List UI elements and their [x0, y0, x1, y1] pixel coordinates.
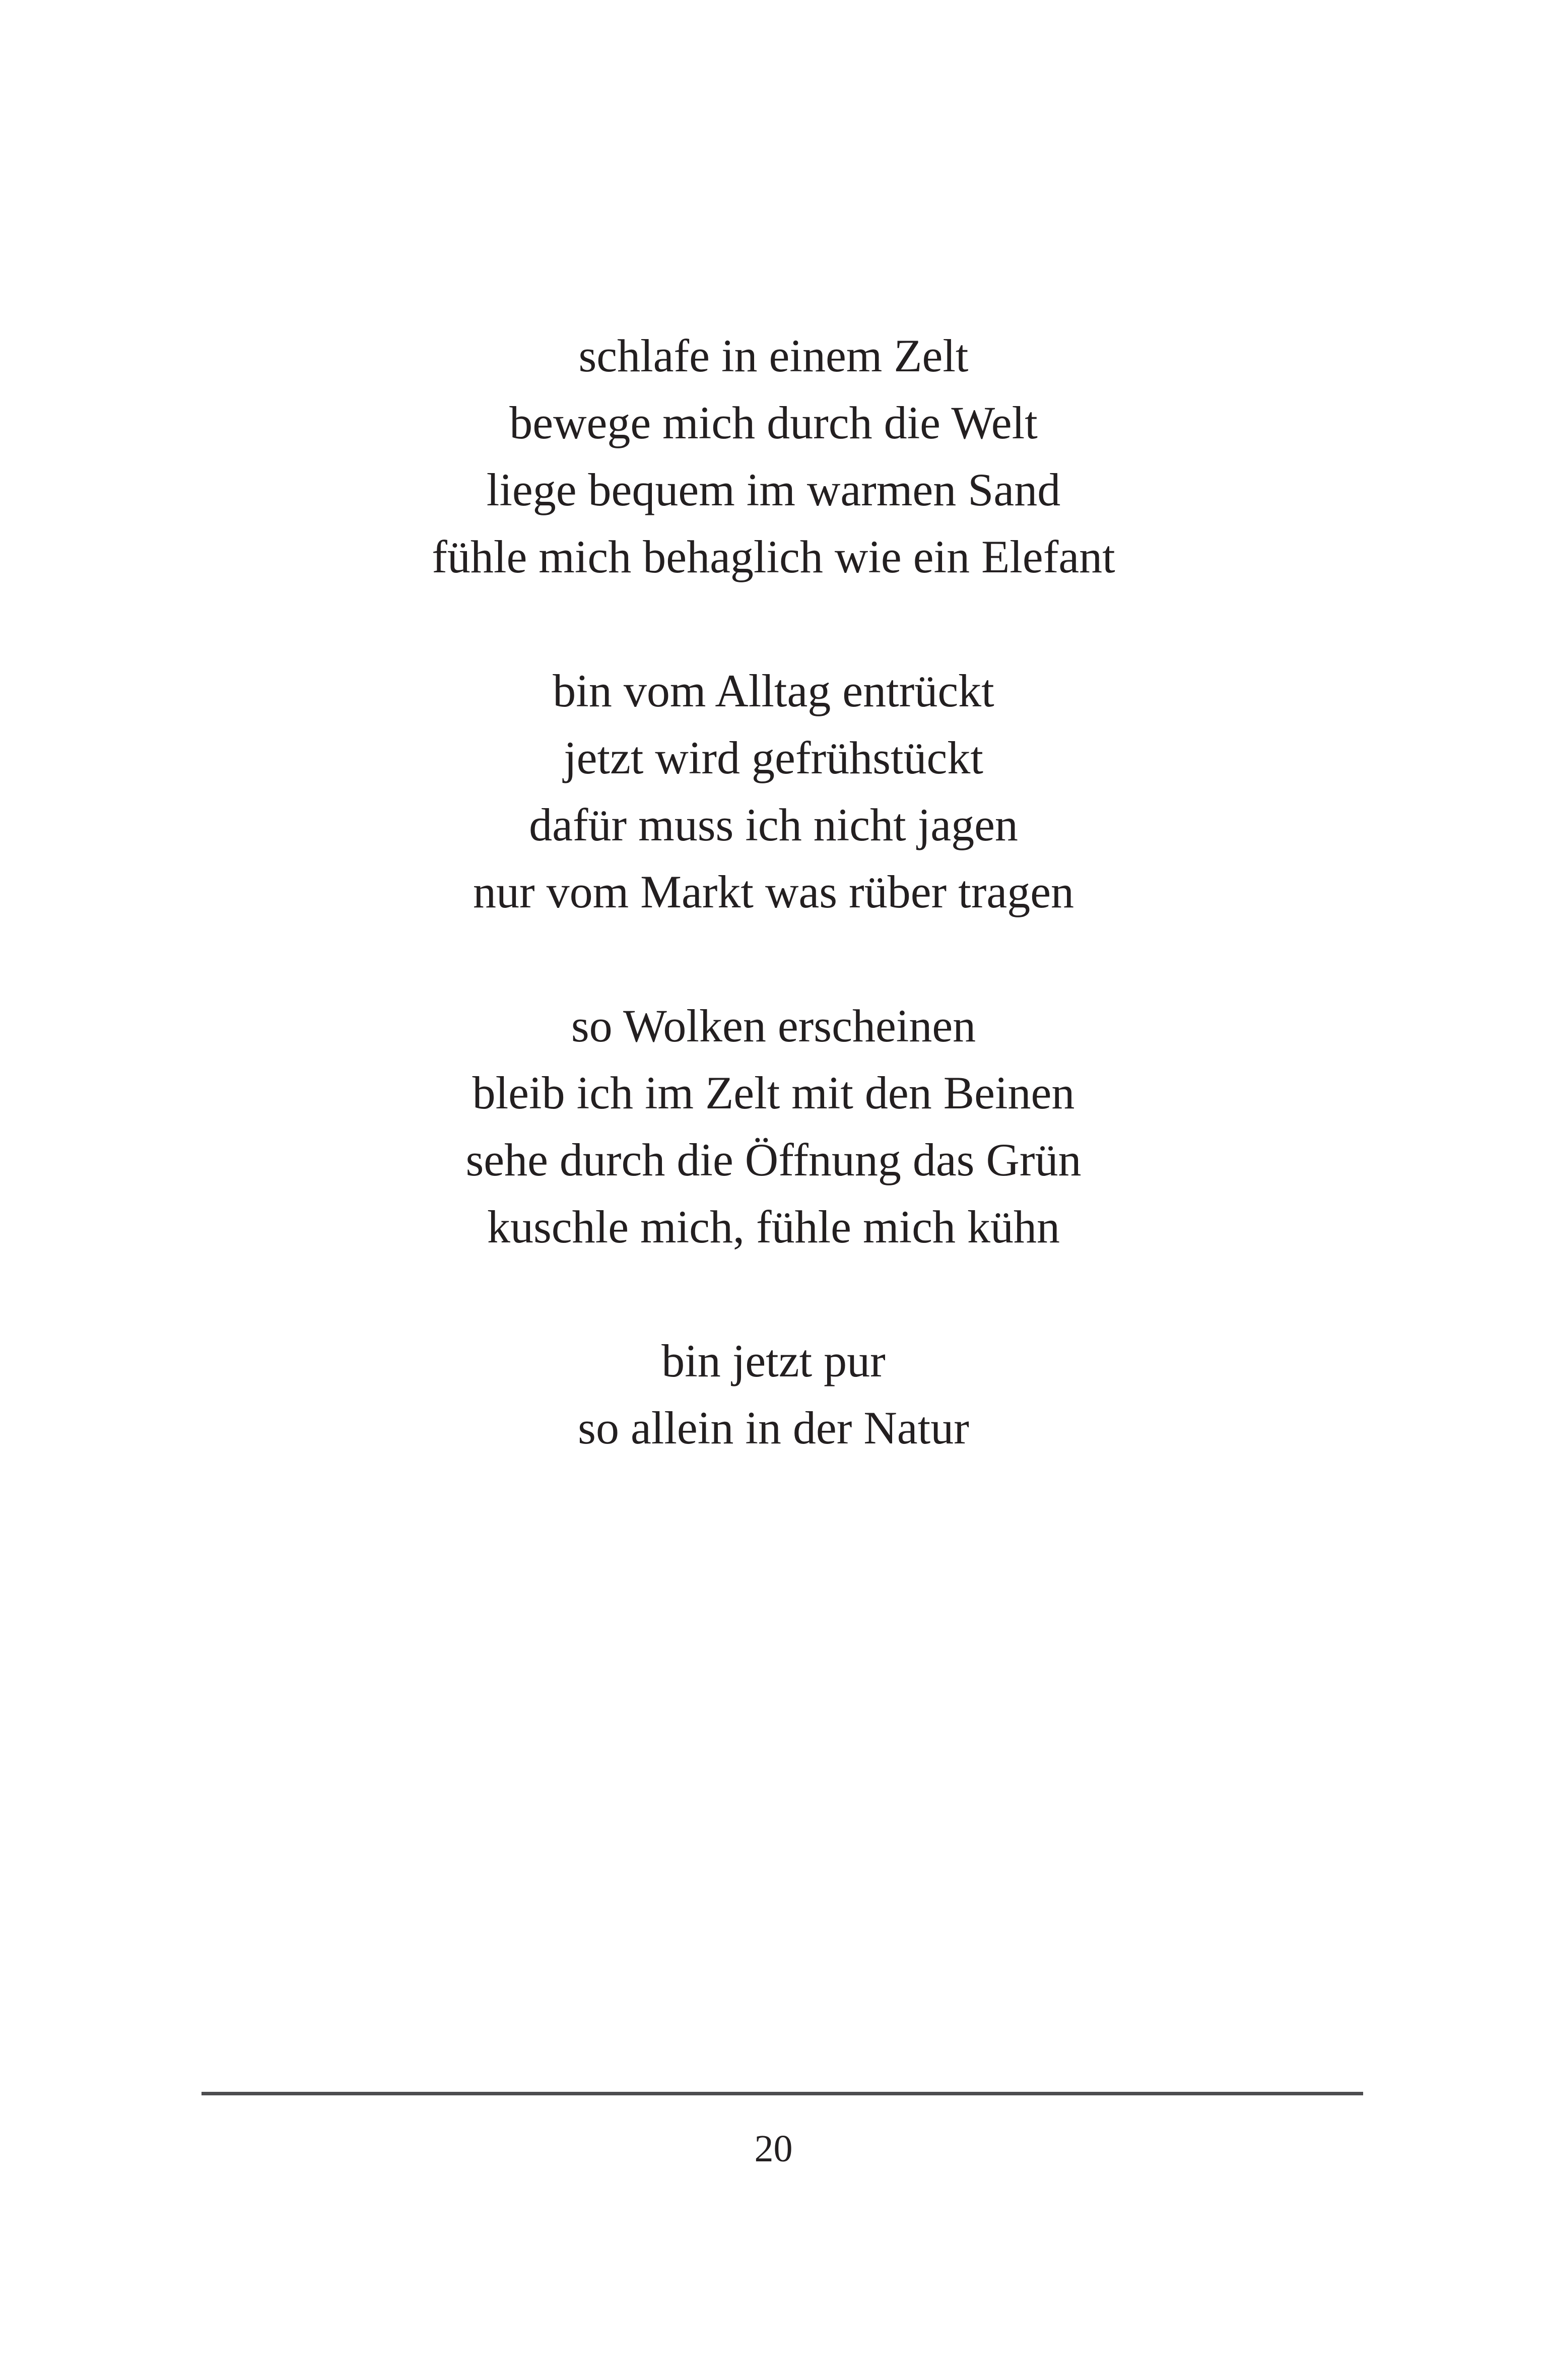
stanza-3	[0, 993, 1547, 1261]
poem-line: bin vom Alltag entrückt	[553, 665, 994, 716]
poem-line: bin jetzt pur	[661, 1335, 886, 1386]
poem-line: liege bequem im warmen Sand	[486, 464, 1061, 515]
poem-line: jetzt wird gefrühstückt	[564, 732, 983, 783]
page-number: 20	[754, 2128, 793, 2170]
poem-line: so allein in der Natur	[578, 1402, 969, 1453]
footer-divider	[201, 2092, 1363, 2095]
poem-line: dafür muss ich nicht jagen	[529, 799, 1018, 850]
poem-line: kuschle mich, fühle mich kühn	[487, 1201, 1060, 1252]
poem-line: nur vom Markt was rüber tragen	[473, 866, 1074, 917]
stanza-4	[0, 1328, 1547, 1462]
stanza-2	[0, 657, 1547, 925]
poem-line: bleib ich im Zelt mit den Beinen	[472, 1067, 1075, 1118]
poem-line: bewege mich durch die Welt	[509, 397, 1038, 448]
poem-line: schlafe in einem Zelt	[578, 330, 969, 381]
poem	[0, 322, 1547, 1529]
stanza-1	[0, 322, 1547, 590]
poem-line: so Wolken erscheinen	[571, 1000, 976, 1051]
poem-line: fühle mich behaglich wie ein Elefant	[432, 531, 1115, 582]
poem-line: sehe durch die Öffnung das Grün	[465, 1134, 1082, 1185]
